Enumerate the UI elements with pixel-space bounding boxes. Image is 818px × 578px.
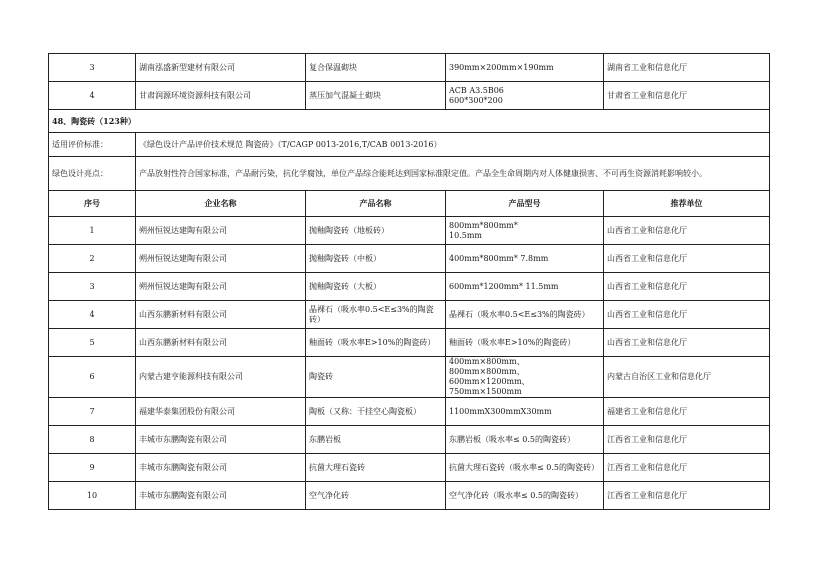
cell-recommender: 甘肃省工业和信息化厅 [604,82,770,110]
cell-no: 6 [49,357,136,398]
cell-no: 9 [49,454,136,482]
cell-company: 山西东鹏新材料有限公司 [136,329,306,357]
cell-no: 2 [49,245,136,273]
cell-model: 抗菌大理石瓷砖（吸水率≤ 0.5的陶瓷砖） [446,454,604,482]
standard-value: 《绿色设计产品评价技术规范 陶瓷砖》（T/CAGP 0013-2016,T/CAB 0013-2016） [136,133,770,157]
cell-no: 4 [49,82,136,110]
cell-no: 3 [49,273,136,301]
cell-company: 丰城市东鹏陶瓷有限公司 [136,426,306,454]
cell-product: 陶板（又称：干挂空心陶瓷板） [306,398,446,426]
green-highlight-row [49,157,770,191]
header-recommender: 推荐单位 [604,191,770,217]
cell-recommender: 山西省工业和信息化厅 [604,217,770,245]
cell-product: 东鹏岩板 [306,426,446,454]
cell-model: ACB A3.5B06 600*300*200 [446,82,604,110]
standard-label: 适用评价标准： [49,133,136,157]
cell-product: 蒸压加气混凝土砌块 [306,82,446,110]
cell-product: 釉面砖（吸水率E>10%的陶瓷砖） [306,329,446,357]
green-value: 产品放射性符合国家标准，产品耐污染，抗化学腐蚀，单位产品综合能耗达到国家标准限定值。产品全生命周期内对人体健康损害、不可再生资源消耗影响较小。 [136,157,770,191]
header-product: 产品名称 [306,191,446,217]
cell-no: 7 [49,398,136,426]
cell-model: 400mm*800mm* 7.8mm [446,245,604,273]
cell-product: 复合保温砌块 [306,54,446,82]
table-row [49,301,770,329]
cell-company: 丰城市东鹏陶瓷有限公司 [136,454,306,482]
cell-model: 600mm*1200mm* 11.5mm [446,273,604,301]
section-title: 48、陶瓷砖（123种） [49,110,770,133]
cell-company: 内蒙古建亨能源科技有限公司 [136,357,306,398]
table-row [49,357,770,398]
standard-row [49,133,770,157]
prev-row [49,82,770,110]
cell-product: 抗菌大理石瓷砖 [306,454,446,482]
cell-product: 抛釉陶瓷砖（地板砖） [306,217,446,245]
cell-model: 390mm×200mm×190mm [446,54,604,82]
cell-product: 晶裸石（吸水率0.5<E≤3%的陶瓷砖） [306,301,446,329]
green-label: 绿色设计亮点： [49,157,136,191]
cell-no: 3 [49,54,136,82]
cell-company: 朔州恒锐达建陶有限公司 [136,273,306,301]
cell-company: 甘肃润源环境资源科技有限公司 [136,82,306,110]
cell-model: 晶裸石（吸水率0.5<E≤3%的陶瓷砖） [446,301,604,329]
table-row [49,398,770,426]
table-row [49,217,770,245]
cell-recommender: 山西省工业和信息化厅 [604,329,770,357]
cell-no: 4 [49,301,136,329]
cell-model: 1100mmX300mmX30mm [446,398,604,426]
table-header-row [49,191,770,217]
cell-recommender: 山西省工业和信息化厅 [604,301,770,329]
cell-company: 朔州恒锐达建陶有限公司 [136,217,306,245]
cell-recommender: 山西省工业和信息化厅 [604,273,770,301]
cell-recommender: 江西省工业和信息化厅 [604,454,770,482]
header-no: 序号 [49,191,136,217]
table-row [49,426,770,454]
cell-company: 丰城市东鹏陶瓷有限公司 [136,482,306,510]
cell-company: 山西东鹏新材料有限公司 [136,301,306,329]
cell-company: 湖南泓盛新型建材有限公司 [136,54,306,82]
table-row [49,454,770,482]
cell-no: 8 [49,426,136,454]
cell-recommender: 江西省工业和信息化厅 [604,482,770,510]
cell-recommender: 江西省工业和信息化厅 [604,426,770,454]
section-title-row [49,110,770,133]
prev-row [49,54,770,82]
table-row [49,245,770,273]
cell-company: 朔州恒锐达建陶有限公司 [136,245,306,273]
table-row [49,482,770,510]
cell-no: 1 [49,217,136,245]
cell-company: 福建华泰集团股份有限公司 [136,398,306,426]
cell-no: 5 [49,329,136,357]
cell-model: 空气净化砖（吸水率≤ 0.5的陶瓷砖） [446,482,604,510]
table-row [49,329,770,357]
header-company: 企业名称 [136,191,306,217]
cell-model: 400mm×800mm、800mm×800mm、600mm×1200mm、750mm×1500mm [446,357,604,398]
cell-model: 东鹏岩板（吸水率≤ 0.5的陶瓷砖） [446,426,604,454]
cell-no: 10 [49,482,136,510]
cell-product: 抛釉陶瓷砖（中板） [306,245,446,273]
cell-product: 抛釉陶瓷砖（大板） [306,273,446,301]
cell-model: 釉面砖（吸水率E>10%的陶瓷砖） [446,329,604,357]
cell-product: 空气净化砖 [306,482,446,510]
cell-recommender: 湖南省工业和信息化厅 [604,54,770,82]
cell-model: 800mm*800mm* 10.5mm [446,217,604,245]
cell-recommender: 福建省工业和信息化厅 [604,398,770,426]
cell-product: 陶瓷砖 [306,357,446,398]
header-model: 产品型号 [446,191,604,217]
cell-recommender: 山西省工业和信息化厅 [604,245,770,273]
table-row [49,273,770,301]
cell-recommender: 内蒙古自治区工业和信息化厅 [604,357,770,398]
product-table [48,53,770,510]
